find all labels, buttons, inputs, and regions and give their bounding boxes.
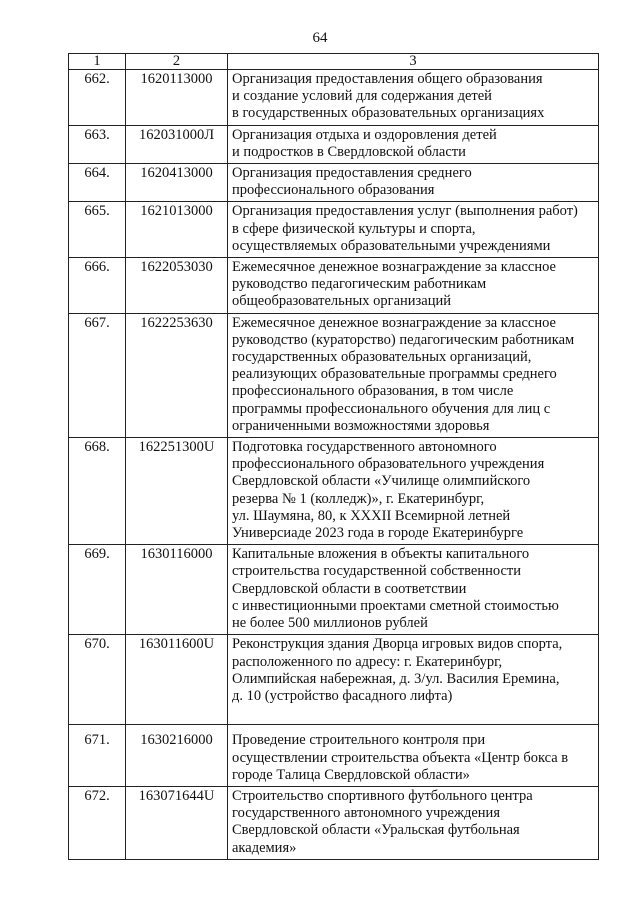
expense-description bbox=[228, 438, 599, 545]
description-line: Строительство спортивного футбольного центра bbox=[232, 787, 533, 804]
description-line: и подростков в Свердловской области bbox=[232, 143, 466, 160]
table-row bbox=[69, 438, 599, 545]
description-line: в государственных образовательных организациях bbox=[232, 105, 545, 122]
table-row bbox=[69, 786, 599, 859]
description-line: Подготовка государственного автономного bbox=[232, 439, 497, 456]
description-line: государственных образовательных организаций, bbox=[232, 349, 532, 366]
target-code: 1630216000 bbox=[126, 725, 228, 787]
description-line: реализующих образовательные программы среднего bbox=[232, 366, 557, 383]
description-line: осуществлении строительства объекта «Центр бокса в bbox=[232, 749, 569, 766]
budget-codes-table bbox=[68, 53, 599, 860]
column-header-1: 1 bbox=[69, 54, 126, 70]
description-line: Свердловской области «Уральская футбольная bbox=[232, 822, 520, 839]
target-code: 1630116000 bbox=[126, 545, 228, 635]
description-line: в сфере физической культуры и спорта, bbox=[232, 220, 476, 237]
table-row bbox=[69, 545, 599, 635]
page-number: 64 bbox=[312, 30, 328, 46]
description-line: не более 500 миллионов рублей bbox=[232, 615, 428, 632]
target-code: 1621013000 bbox=[126, 202, 228, 258]
table-row bbox=[69, 725, 599, 787]
target-code: 1620113000 bbox=[126, 70, 228, 126]
description-line: Ежемесячное денежное вознаграждение за классное bbox=[232, 314, 556, 331]
description-line: Свердловской области в соответствии bbox=[232, 580, 467, 597]
description-line: расположенного по адресу: г. Екатеринбург, bbox=[232, 653, 503, 670]
target-code: 1622253630 bbox=[126, 313, 228, 437]
column-header-3: 3 bbox=[228, 54, 599, 70]
description-line: профессионального образования bbox=[232, 182, 435, 199]
expense-description bbox=[228, 125, 599, 163]
expense-description bbox=[228, 545, 599, 635]
expense-description bbox=[228, 725, 599, 787]
expense-description bbox=[228, 258, 599, 314]
row-number: 664. bbox=[69, 164, 126, 202]
table-row bbox=[69, 313, 599, 437]
expense-description bbox=[228, 70, 599, 126]
column-header-2: 2 bbox=[126, 54, 228, 70]
description-line: профессионального образования, в том числе bbox=[232, 383, 514, 400]
description-line: резерва № 1 (колледж)», г. Екатеринбург, bbox=[232, 490, 485, 507]
expense-description bbox=[228, 635, 599, 725]
target-code: 1622053030 bbox=[126, 258, 228, 314]
row-number: 665. bbox=[69, 202, 126, 258]
description-line: академия» bbox=[232, 839, 297, 856]
description-line: осуществляемых образовательными учреждениями bbox=[232, 237, 551, 254]
description-line: Универсиаде 2023 года в городе Екатеринбурге bbox=[232, 525, 524, 542]
description-line: строительства государственной собственности bbox=[232, 563, 521, 580]
target-code: 162031000Л bbox=[126, 125, 228, 163]
description-line: Организация предоставления среднего bbox=[232, 165, 472, 182]
description-line: ограниченными возможностями здоровья bbox=[232, 417, 490, 434]
description-line: Ежемесячное денежное вознаграждение за классное bbox=[232, 259, 556, 276]
description-line: д. 10 (устройство фасадного лифта) bbox=[232, 687, 453, 704]
expense-description bbox=[228, 202, 599, 258]
description-line bbox=[232, 705, 594, 722]
description-line: Организация отдыха и оздоровления детей bbox=[232, 126, 497, 143]
target-code: 163011600U bbox=[126, 635, 228, 725]
row-number: 670. bbox=[69, 635, 126, 725]
expense-description bbox=[228, 786, 599, 859]
description-line: Организация предоставления услуг (выполнения работ) bbox=[232, 203, 578, 220]
description-line: ул. Шаумяна, 80, к XXXII Всемирной летней bbox=[232, 507, 511, 524]
row-number: 663. bbox=[69, 125, 126, 163]
table-row bbox=[69, 635, 599, 725]
table-header-row bbox=[69, 54, 599, 70]
description-line: программы профессионального обучения для лиц с bbox=[232, 400, 551, 417]
description-line: общеобразовательных организаций bbox=[232, 293, 451, 310]
row-number: 662. bbox=[69, 70, 126, 126]
row-number: 669. bbox=[69, 545, 126, 635]
row-number: 672. bbox=[69, 786, 126, 859]
description-line: руководство (кураторство) педагогическим работникам bbox=[232, 331, 575, 348]
expense-description bbox=[228, 164, 599, 202]
description-line: Капитальные вложения в объекты капитального bbox=[232, 546, 530, 563]
description-line: Проведение строительного контроля при bbox=[232, 732, 486, 749]
table-row bbox=[69, 164, 599, 202]
table-row bbox=[69, 70, 599, 126]
description-line: профессионального образовательного учреждения bbox=[232, 456, 545, 473]
target-code: 1620413000 bbox=[126, 164, 228, 202]
row-number: 666. bbox=[69, 258, 126, 314]
description-line: городе Талица Свердловской области» bbox=[232, 766, 470, 783]
expense-description bbox=[228, 313, 599, 437]
description-line: государственного автономного учреждения bbox=[232, 805, 500, 822]
target-code: 162251300U bbox=[126, 438, 228, 545]
description-line: Организация предоставления общего образования bbox=[232, 71, 543, 87]
target-code: 163071644U bbox=[126, 786, 228, 859]
description-line: Свердловской области «Училище олимпийского bbox=[232, 473, 531, 490]
description-line: Реконструкция здания Дворца игровых видов спорта, bbox=[232, 636, 563, 653]
description-line: Олимпийская набережная, д. 3/ул. Василия Еремина, bbox=[232, 670, 560, 687]
description-line: руководство педагогическим работникам bbox=[232, 276, 487, 293]
row-number: 671. bbox=[69, 725, 126, 787]
table-row bbox=[69, 202, 599, 258]
table-row bbox=[69, 258, 599, 314]
row-number: 667. bbox=[69, 313, 126, 437]
description-line: и создание условий для содержания детей bbox=[232, 88, 492, 105]
description-line: с инвестиционными проектами сметной стоимостью bbox=[232, 597, 559, 614]
table-row bbox=[69, 125, 599, 163]
row-number: 668. bbox=[69, 438, 126, 545]
